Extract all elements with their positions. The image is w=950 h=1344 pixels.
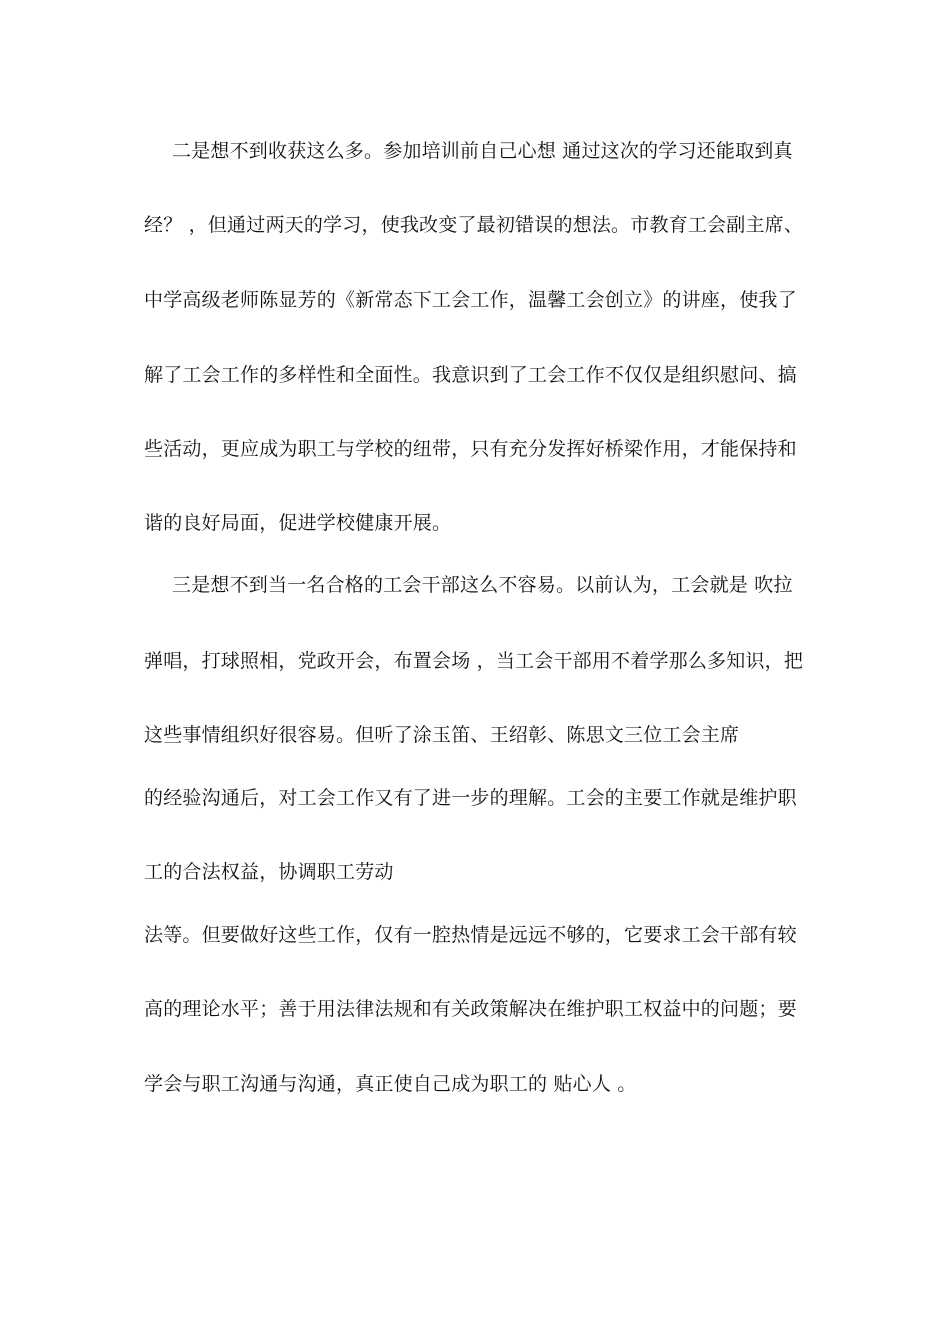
paragraph-3-line-8: 学会与职工沟通与沟通，真正使自己成为职工的 贴心人 。 <box>144 1073 637 1095</box>
paragraph-2-line-2: 经？ ，但通过两天的学习，使我改变了最初错误的想法。市教育工会副主席、 <box>144 214 804 236</box>
paragraph-2-line-3: 中学高级老师陈显芳的《新常态下工会工作，温馨工会创立》的讲座，使我了 <box>144 289 797 311</box>
paragraph-3-line-7: 高的理论水平；善于用法律法规和有关政策解决在维护职工权益中的问题；要 <box>144 998 797 1020</box>
paragraph-3-line-5: 工的合法权益，协调职工劳动 <box>144 861 394 883</box>
paragraph-2-line-5: 些活动，更应成为职工与学校的纽带，只有充分发挥好桥梁作用，才能保持和 <box>144 438 797 460</box>
paragraph-3-line-6: 法等。但要做好这些工作，仅有一腔热情是远远不够的，它要求工会干部有较 <box>144 924 797 946</box>
paragraph-3-line-3: 这些事情组织好很容易。但听了涂玉笛、王绍彰、陈思文三位工会主席 <box>144 724 740 746</box>
paragraph-2-line-6: 谐的良好局面，促进学校健康开展。 <box>144 512 452 534</box>
paragraph-2-line-4: 解了工会工作的多样性和全面性。我意识到了工会工作不仅仅是组织慰问、搞 <box>144 364 797 386</box>
paragraph-2-line-1: 二是想不到收获这么多。参加培训前自己心想 通过这次的学习还能取到真 <box>172 140 793 162</box>
paragraph-3-line-2: 弹唱，打球照相，党政开会，布置会场 ，当工会干部用不着学那么多知识，把 <box>144 650 804 672</box>
paragraph-3-line-4: 的经验沟通后，对工会工作又有了进一步的理解。工会的主要工作就是维护职 <box>144 787 797 809</box>
paragraph-3-line-1: 三是想不到当一名合格的工会干部这么不容易。以前认为，工会就是 吹拉 <box>172 574 793 596</box>
